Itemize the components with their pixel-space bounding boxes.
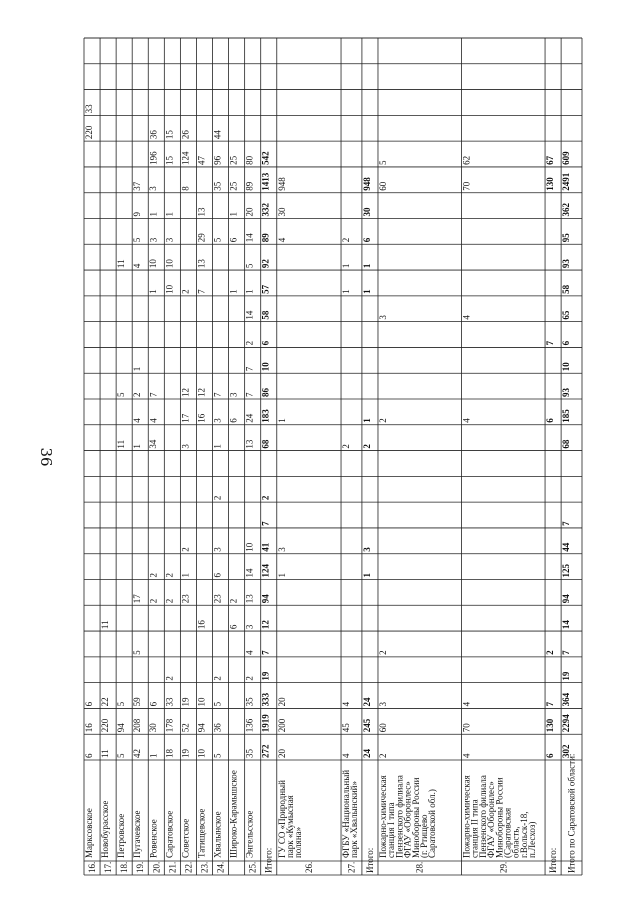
table-cell: 24 xyxy=(361,697,372,707)
row-name: Саратовское xyxy=(164,810,175,858)
row-number: 29. xyxy=(498,861,509,873)
table-cell: 42 xyxy=(132,749,143,758)
row-number: 22. xyxy=(183,861,194,873)
row-name: Минобороны России xyxy=(494,777,505,858)
row-name: ГУ СО «Природный xyxy=(276,780,287,858)
table-cell: 1 xyxy=(341,289,352,294)
table-cell: 9 xyxy=(132,212,143,217)
table-cell: 6 xyxy=(561,340,572,346)
table-cell: 6 xyxy=(545,753,556,758)
table-cell: 11 xyxy=(116,259,127,269)
row-number: Итого по Саратовской области: xyxy=(566,753,577,873)
table-cell: 6 xyxy=(228,237,239,243)
table-cell: 36 xyxy=(148,130,159,140)
table-cell: 2 xyxy=(164,598,175,604)
table-cell: 33 xyxy=(84,104,94,114)
table-cell: 2 xyxy=(341,444,352,449)
table-cell: 1413 xyxy=(260,172,271,191)
row-number: 16. xyxy=(87,861,98,873)
table-cell: 19 xyxy=(180,697,191,707)
row-name: Пензенского филиала xyxy=(477,775,488,858)
table-cell: 16 xyxy=(84,723,94,733)
row-number: 27. xyxy=(346,861,357,873)
table-cell: 362 xyxy=(561,203,572,217)
table-cell: 11 xyxy=(116,439,127,449)
table-cell: 332 xyxy=(260,203,271,217)
table-cell: 2 xyxy=(341,237,352,243)
table-cell: 13 xyxy=(244,594,255,604)
table-cell: 2 xyxy=(377,418,388,423)
table-cell: 57 xyxy=(260,284,271,294)
row-number: 26. xyxy=(303,861,314,873)
table-cell: 19 xyxy=(180,749,191,758)
table-cell: 44 xyxy=(212,130,223,140)
table-cell: 89 xyxy=(244,181,255,191)
row-name: ФГАУ «Оборонлес» xyxy=(402,781,413,858)
table-cell: 2 xyxy=(228,598,239,604)
table-cell: 130 xyxy=(545,177,556,191)
row-number: 25. xyxy=(247,861,258,873)
row-name: (Саратовская xyxy=(502,807,513,858)
table-cell: 136 xyxy=(244,718,255,733)
table-cell: 4 xyxy=(132,418,143,423)
table-cell: 18 xyxy=(164,749,175,758)
table-cell: 94 xyxy=(196,723,207,733)
table-cell: 6 xyxy=(148,701,159,707)
table-cell: 7 xyxy=(244,392,255,397)
table-cell: 5 xyxy=(132,237,143,243)
row-name: Хвалынское xyxy=(212,811,223,858)
table-cell: 10 xyxy=(148,259,159,269)
table-cell: 2 xyxy=(545,650,556,655)
table-cell: 4 xyxy=(341,701,352,707)
table-cell: 245 xyxy=(361,718,372,733)
table-cell: 52 xyxy=(180,723,191,733)
table-cell: 1 xyxy=(361,418,372,423)
table-cell: 5 xyxy=(377,160,388,165)
table-cell: 30 xyxy=(361,207,372,217)
row-name: ФГАУ «Оборонлес» xyxy=(486,781,497,858)
table-cell: 2 xyxy=(164,676,175,681)
table-cell: 19 xyxy=(561,671,572,681)
table-cell: 7 xyxy=(260,521,271,526)
table-cell: 4 xyxy=(461,753,472,758)
row-number: 24. xyxy=(215,861,226,873)
table-cell: 16 xyxy=(196,413,207,423)
table-cell: 94 xyxy=(561,594,572,604)
table-cell: 2 xyxy=(377,650,388,655)
row-name: Пугачевское xyxy=(132,810,143,858)
table-cell: 1 xyxy=(361,263,372,269)
table-cell: 1 xyxy=(276,418,287,423)
table-cell: 44 xyxy=(561,542,572,552)
table-cell: 208 xyxy=(132,718,143,733)
table-cell: 10 xyxy=(244,542,255,552)
table-cell: 196 xyxy=(148,151,159,165)
table-cell: 20 xyxy=(276,697,287,707)
table-cell: 68 xyxy=(561,439,572,449)
table-cell: 13 xyxy=(196,207,207,217)
table-cell: 2 xyxy=(148,573,159,578)
table-cell: 60 xyxy=(377,723,388,733)
table-cell: 1 xyxy=(361,289,372,294)
row-name: Минобороны России xyxy=(410,777,421,858)
table-cell: 4 xyxy=(148,418,159,423)
table-cell: 220 xyxy=(84,125,94,140)
table-cell: 47 xyxy=(196,155,207,165)
table-cell: 3 xyxy=(244,624,255,630)
table-cell: 7 xyxy=(244,366,255,372)
table-cell: 183 xyxy=(260,409,271,423)
table-cell: 7 xyxy=(212,392,223,397)
row-name: парк «Хвалынский» xyxy=(349,781,360,858)
table-cell: 6 xyxy=(545,418,556,423)
table-cell: 4 xyxy=(244,650,255,655)
table-cell: 130 xyxy=(545,718,556,733)
row-number: 21. xyxy=(167,861,178,873)
table-cell: 185 xyxy=(561,409,572,423)
table-cell: 2 xyxy=(180,547,191,552)
table-cell: 7 xyxy=(561,650,572,655)
table-cell: 24 xyxy=(244,413,255,423)
table-cell: 14 xyxy=(244,310,255,320)
table-cell: 36 xyxy=(212,723,223,733)
table-cell: 1 xyxy=(341,263,352,269)
row-number: 28. xyxy=(414,861,425,873)
table-cell: 1919 xyxy=(260,714,271,733)
table-cell: 200 xyxy=(276,718,287,733)
row-name: станция II типа xyxy=(469,799,480,858)
table-cell: 13 xyxy=(244,439,255,449)
table-cell: 37 xyxy=(132,181,143,191)
table-cell: 5 xyxy=(132,650,143,655)
table-cell: 15 xyxy=(164,130,175,140)
table-cell: 6 xyxy=(228,624,239,630)
table-cell: 45 xyxy=(341,723,352,733)
table-cell: 178 xyxy=(164,718,175,733)
table-cell: 3 xyxy=(377,315,388,320)
table-cell: 65 xyxy=(561,310,572,320)
table-cell: 2 xyxy=(164,573,175,578)
table-cell: 35 xyxy=(212,181,223,191)
table-cell: 95 xyxy=(561,233,572,243)
table-cell: 33 xyxy=(164,697,175,707)
table-cell: 7 xyxy=(545,701,556,707)
table-cell: 2 xyxy=(244,676,255,681)
table-cell: 1 xyxy=(148,289,159,294)
table-cell: 22 xyxy=(100,697,111,707)
table-cell: 3 xyxy=(377,701,388,707)
row-name: Марксовское xyxy=(84,808,94,858)
table-cell: 1 xyxy=(164,212,175,217)
table-cell: 5 xyxy=(212,753,223,758)
row-number: 20. xyxy=(151,861,162,873)
table-cell: 25 xyxy=(228,181,239,191)
table-cell: 10 xyxy=(196,697,207,707)
table-cell: 68 xyxy=(260,439,271,449)
table-cell: 80 xyxy=(244,155,255,165)
table-cell: 1 xyxy=(276,573,287,578)
table-cell: 333 xyxy=(260,692,271,707)
row-name: г.Вольск-18, xyxy=(518,811,529,858)
table-cell: 3 xyxy=(148,186,159,191)
table-cell: 2 xyxy=(244,340,255,346)
table-cell: 302 xyxy=(561,744,572,758)
table-cell: 1 xyxy=(180,573,191,578)
row-number: Итого: xyxy=(364,847,375,873)
table-cell: 948 xyxy=(361,177,372,191)
table-cell: 5 xyxy=(244,263,255,269)
table-cell: 6 xyxy=(212,573,223,578)
table-cell: 1 xyxy=(228,289,239,294)
table-cell: 11 xyxy=(100,749,111,758)
row-name: Ровенское xyxy=(148,819,159,858)
table-cell: 14 xyxy=(561,620,572,630)
table-cell: 25 xyxy=(228,155,239,165)
table-cell: 11 xyxy=(100,620,111,630)
row-number: 17. xyxy=(103,861,114,873)
row-name: Энгельсское xyxy=(244,810,255,858)
table-cell: 35 xyxy=(244,697,255,707)
table-cell: 3 xyxy=(148,237,159,243)
table-cell: 1 xyxy=(228,212,239,217)
table-cell: 4 xyxy=(132,263,143,269)
table-cell: 3 xyxy=(276,547,287,552)
row-name: станция I типа xyxy=(386,802,397,858)
table-cell: 272 xyxy=(260,744,271,758)
table-cell: 20 xyxy=(244,207,255,217)
table-cell: 10 xyxy=(164,259,175,269)
row-name: Новобурасское xyxy=(100,800,111,858)
table-cell: 34 xyxy=(148,439,159,449)
table-cell: 41 xyxy=(260,542,271,552)
table-cell: 23 xyxy=(212,594,223,604)
table-cell: 12 xyxy=(260,620,271,630)
row-name: поляна» xyxy=(293,826,304,858)
table-cell: 6 xyxy=(361,237,372,243)
table-cell: 5 xyxy=(116,392,127,397)
table-cell: 4 xyxy=(461,701,472,707)
row-number: 18. xyxy=(119,861,130,873)
table-cell: 35 xyxy=(244,749,255,758)
row-name: область, xyxy=(510,826,521,858)
table-cell: 2 xyxy=(180,289,191,294)
table-cell: 6 xyxy=(260,340,271,346)
table-cell: 12 xyxy=(180,388,191,397)
table-cell: 13 xyxy=(196,259,207,269)
table-cell: 17 xyxy=(180,413,191,423)
table-cell: 124 xyxy=(260,564,271,578)
table-cell: 30 xyxy=(148,723,159,733)
table-cell: 17 xyxy=(132,594,143,604)
table-cell: 3 xyxy=(212,547,223,552)
table-cell: 4 xyxy=(461,315,472,320)
table-cell: 10 xyxy=(164,284,175,294)
table-cell: 96 xyxy=(212,155,223,165)
table-cell: 1 xyxy=(132,366,143,372)
table-cell: 8 xyxy=(180,186,191,191)
table-cell: 70 xyxy=(461,723,472,733)
row-name: парк «Кумысная xyxy=(284,795,295,858)
table-cell: 16 xyxy=(196,620,207,630)
table-cell: 93 xyxy=(561,259,572,269)
table-cell: 220 xyxy=(100,718,111,733)
table-cell: 7 xyxy=(545,340,556,346)
table-cell: 94 xyxy=(116,723,127,733)
table-cell: 2 xyxy=(260,495,271,501)
table-cell: 125 xyxy=(561,564,572,578)
table-cell: 5 xyxy=(116,701,127,707)
table-cell: 7 xyxy=(196,289,207,294)
table-cell: 94 xyxy=(260,594,271,604)
table-cell: 4 xyxy=(276,237,287,243)
table-cell: 2 xyxy=(148,598,159,604)
table-cell: 7 xyxy=(148,392,159,397)
page-number: 36 xyxy=(37,447,55,467)
table-cell: 23 xyxy=(180,594,191,604)
table-cell: 364 xyxy=(561,692,572,707)
table-cell: 2 xyxy=(212,676,223,681)
table-cell: 89 xyxy=(260,233,271,243)
table-cell: 3 xyxy=(228,392,239,397)
row-name: ФГБУ «Национальный xyxy=(341,769,352,858)
table-cell: 86 xyxy=(260,388,271,397)
table-cell: 124 xyxy=(180,151,191,165)
table-cell: 70 xyxy=(461,181,472,191)
row-number: 23. xyxy=(199,861,210,873)
table-cell: 58 xyxy=(561,284,572,294)
table-cell: 15 xyxy=(164,155,175,165)
table-cell: 4 xyxy=(341,753,352,758)
row-number: Итого: xyxy=(548,847,559,873)
table-cell: 3 xyxy=(164,237,175,243)
table-cell: 67 xyxy=(545,155,556,165)
table-cell: 20 xyxy=(276,749,287,758)
table-cell: 26 xyxy=(180,130,191,140)
table-cell: 3 xyxy=(361,547,372,552)
row-name: Пожарно-химическая xyxy=(461,775,472,858)
table-cell: 2 xyxy=(361,444,372,449)
table-cell: 7 xyxy=(260,650,271,655)
table-cell: 2 xyxy=(212,495,223,501)
table-cell: 60 xyxy=(377,181,388,191)
row-number: 19. xyxy=(135,861,146,873)
table-cell: 1 xyxy=(132,444,143,449)
table-cell: 609 xyxy=(561,151,572,165)
table-cell: 29 xyxy=(196,233,207,243)
table-cell: 62 xyxy=(461,155,472,165)
table-cell: 1 xyxy=(148,212,159,217)
table-cell: 2 xyxy=(377,753,388,758)
table-cell: 948 xyxy=(276,177,287,191)
table-cell: 93 xyxy=(561,388,572,397)
table-cell: 6 xyxy=(228,418,239,423)
table-cell: 1 xyxy=(244,289,255,294)
table-cell: 5 xyxy=(212,701,223,707)
table-cell: 3 xyxy=(212,418,223,423)
table-cell: 14 xyxy=(244,568,255,578)
row-name: Пензенского филиала xyxy=(394,775,405,858)
row-name: Петровское xyxy=(116,813,127,858)
row-name: Широко-Карамышское xyxy=(228,770,239,858)
table-cell: 1 xyxy=(361,573,372,578)
table-cell: 1 xyxy=(148,753,159,758)
table-cell: 12 xyxy=(196,388,207,397)
row-number: Итого: xyxy=(263,847,274,873)
table-cell: 2294 xyxy=(561,714,572,733)
table-cell: 24 xyxy=(361,749,372,758)
table-cell: 10 xyxy=(260,362,271,372)
table-cell: 7 xyxy=(561,521,572,526)
row-name: (г. Ртищево xyxy=(418,814,429,858)
row-name: Саратовской обл.) xyxy=(427,789,438,858)
table-cell: 14 xyxy=(244,233,255,243)
table-cell: 542 xyxy=(260,151,271,165)
table-cell: 4 xyxy=(461,418,472,423)
table-cell: 19 xyxy=(260,671,271,681)
table-cell: 10 xyxy=(561,362,572,372)
table-cell: 92 xyxy=(260,259,271,269)
table-cell: 2491 xyxy=(561,172,572,191)
row-name: Советское xyxy=(180,818,191,858)
table-cell: 59 xyxy=(132,697,143,707)
table-cell: 30 xyxy=(276,207,287,217)
table-cell: 10 xyxy=(196,749,207,758)
table-cell: 58 xyxy=(260,310,271,320)
row-name: Пожарно-химическая xyxy=(377,775,388,858)
row-name: п.Лесхоз) xyxy=(527,821,538,858)
table-cell: 5 xyxy=(212,237,223,243)
table-cell: 3 xyxy=(180,444,191,449)
table-cell: 5 xyxy=(116,753,127,758)
table-cell: 6 xyxy=(84,753,94,758)
table-cell: 1 xyxy=(212,444,223,449)
table-cell: 6 xyxy=(84,701,94,707)
row-name: Татищевское xyxy=(196,808,207,858)
table-cell: 2 xyxy=(132,392,143,397)
